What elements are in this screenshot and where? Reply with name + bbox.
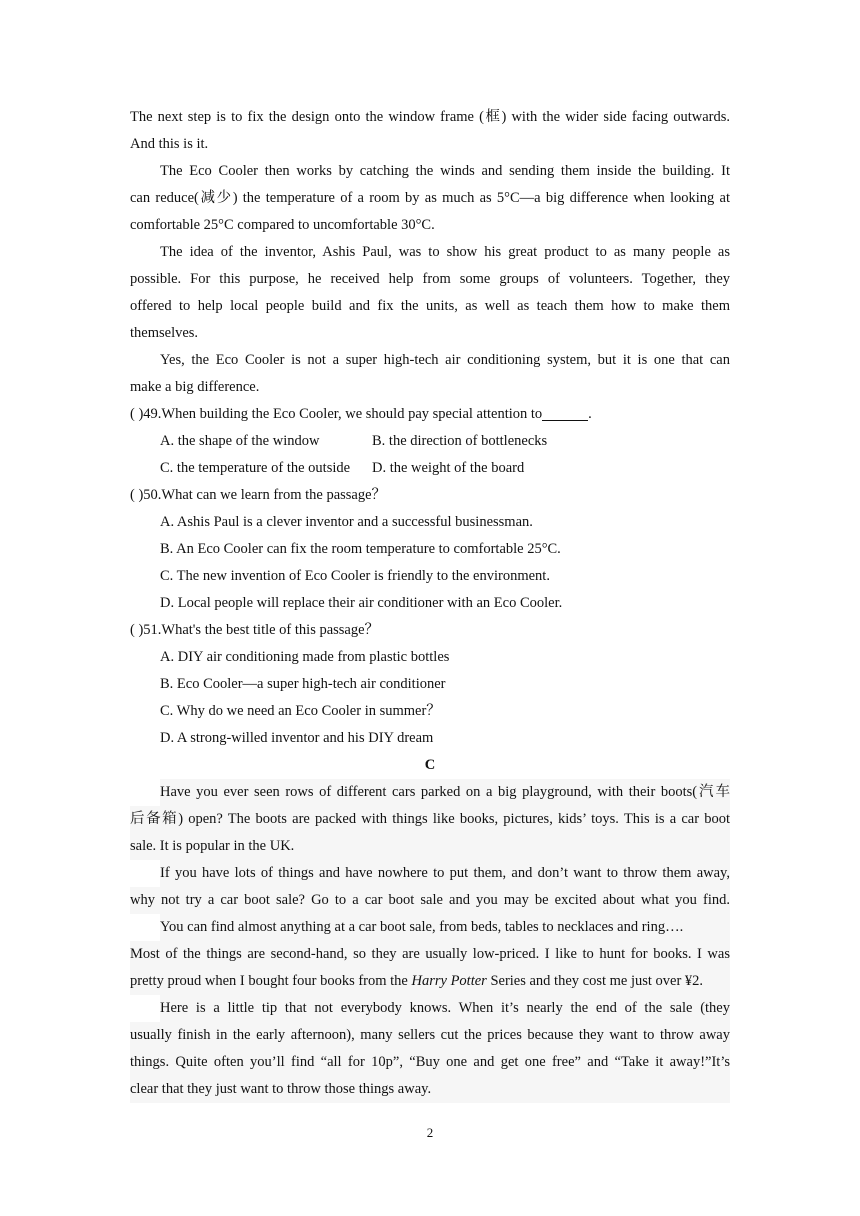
text-line: clear that they just want to throw those things away. <box>130 1076 730 1103</box>
option-c: C. the temperature of the outside <box>160 460 351 476</box>
options-row <box>160 455 730 482</box>
option-a: A. DIY air conditioning made from plastic bottles <box>160 649 450 665</box>
book-title: Harry Potter <box>411 973 487 989</box>
text-line: comfortable 25°C compared to uncomfortable 30°C. <box>130 217 435 233</box>
text-line: The next step is to fix the design onto the window frame (框) with the wider side facing outwards. <box>130 109 730 125</box>
text-line: make a big difference. <box>130 379 260 395</box>
option-d: D. A strong-willed inventor and his DIY dream <box>160 730 434 746</box>
option-d: D. Local people will replace their air conditioner with an Eco Cooler. <box>160 595 563 611</box>
option-a: A. the shape of the window <box>160 433 320 449</box>
text-line: If you have lots of things and have nowhere to put them, and don’t want to throw them away, <box>160 860 730 887</box>
text-fragment: Series and they cost me just over ¥2. <box>486 973 704 989</box>
text-line: You can find almost anything at a car boot sale, from beds, tables to necklaces and ring…. <box>160 914 730 941</box>
text-line: themselves. <box>130 325 199 341</box>
text-line <box>130 968 730 995</box>
options-row <box>160 428 730 455</box>
text-line: why not try a car boot sale? Go to a car boot sale and you may be excited about what you find. <box>130 887 730 914</box>
text-line: The idea of the inventor, Ashis Paul, was to show his great product to as many people as <box>160 244 730 260</box>
text-line: 后备箱) open? The boots are packed with things like books, pictures, kids’ toys. This is a car boot <box>130 806 730 833</box>
option-b: B. the direction of bottlenecks <box>372 433 548 449</box>
option-a: A. Ashis Paul is a clever inventor and a successful businessman. <box>160 514 533 530</box>
text-fragment: pretty proud when I bought four books from the <box>130 973 412 989</box>
text-line: sale. It is popular in the UK. <box>130 833 730 860</box>
option-b: B. Eco Cooler—a super high-tech air conditioner <box>160 676 446 692</box>
question-49-end: . <box>588 406 592 422</box>
text-line: usually finish in the early afternoon), many sellers cut the prices because they want to throw away <box>130 1022 730 1049</box>
section-heading: C <box>424 757 436 773</box>
text-line: Have you ever seen rows of different cars parked on a big playground, with their boots(汽车 <box>160 779 730 806</box>
text-line: Yes, the Eco Cooler is not a super high-tech air conditioning system, but it is one that can <box>160 352 730 368</box>
option-b: B. An Eco Cooler can fix the room temperature to comfortable 25°C. <box>160 541 561 557</box>
text-line: Most of the things are second-hand, so they are usually low-priced. I like to hunt for books. I was <box>130 941 730 968</box>
question-49-stem: ( )49.When building the Eco Cooler, we should pay special attention to <box>130 406 543 422</box>
page-number: 2 <box>426 1125 434 1140</box>
text-line: Here is a little tip that not everybody knows. When it’s nearly the end of the sale (they <box>160 995 730 1022</box>
text-line: things. Quite often you’ll find “all for 10p”, “Buy one and get one free” and “Take it away!”It’s <box>130 1049 730 1076</box>
text-line: And this is it. <box>130 136 209 152</box>
text-line: offered to help local people build and fix the units, as well as teach them how to make them <box>130 298 730 314</box>
text-line: can reduce(减少) the temperature of a room by as much as 5°C—a big difference when looking at <box>130 190 730 206</box>
question-50: ( )50.What can we learn from the passage？ <box>130 487 387 503</box>
question-51: ( )51.What's the best title of this passage？ <box>130 622 380 638</box>
answer-blank <box>542 405 588 421</box>
option-d: D. the weight of the board <box>372 460 525 476</box>
option-c: C. The new invention of Eco Cooler is friendly to the environment. <box>160 568 550 584</box>
option-c: C. Why do we need an Eco Cooler in summer？ <box>160 703 441 719</box>
text-line: The Eco Cooler then works by catching the winds and sending them inside the building. It <box>160 163 730 179</box>
question-49 <box>130 401 730 428</box>
text-line: possible. For this purpose, he received help from some groups of volunteers. Together, they <box>130 271 730 287</box>
